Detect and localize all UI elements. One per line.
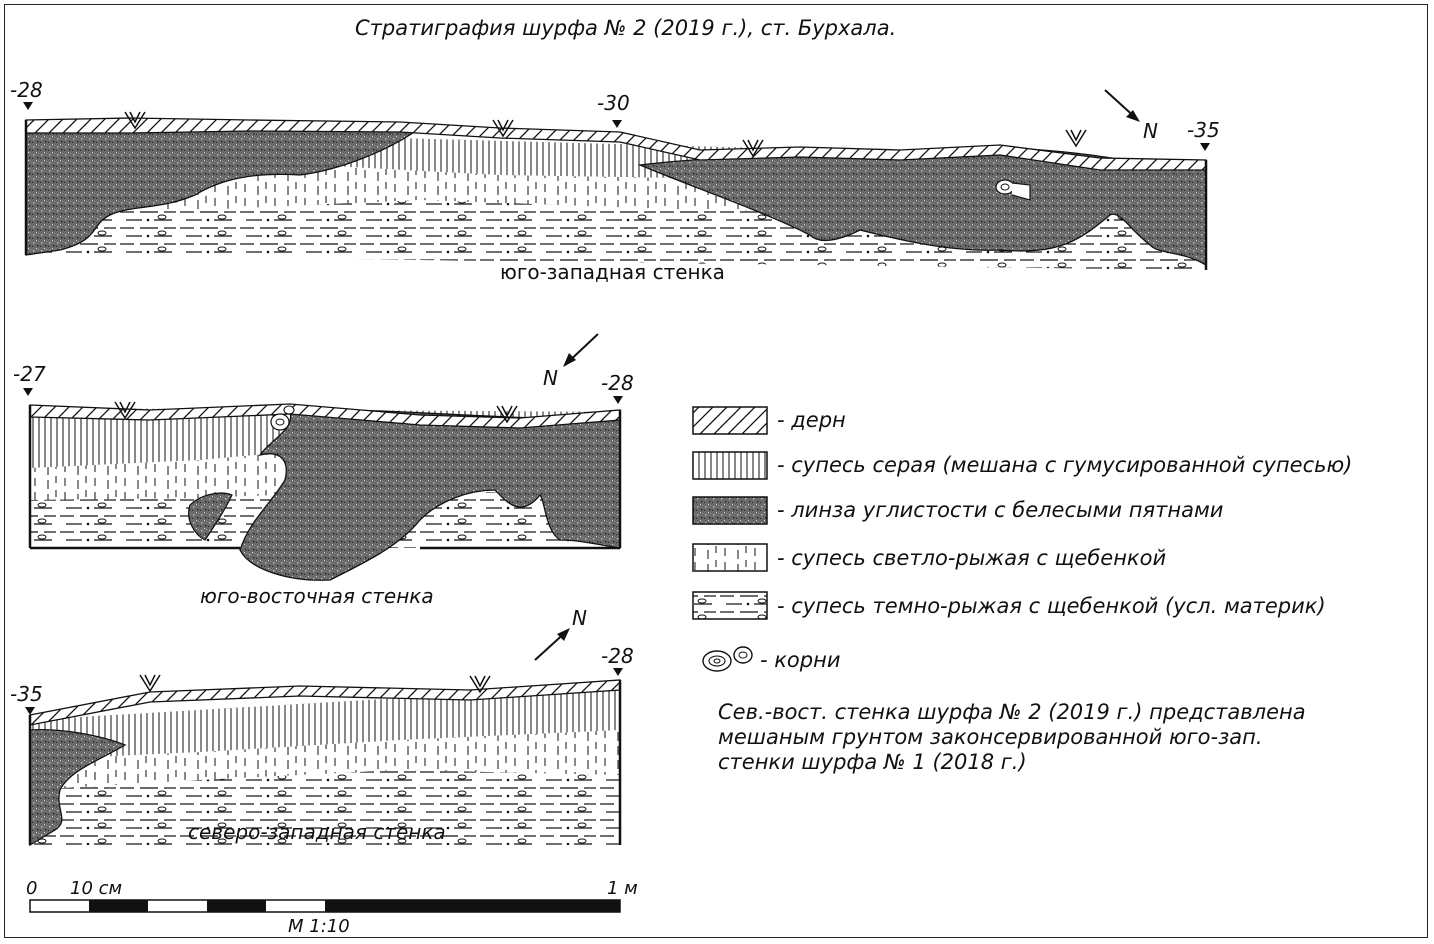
legend-grey-sandy: - супесь серая (мешана с гумусированной супесью) xyxy=(777,453,1353,477)
north-arrow-2 xyxy=(563,334,598,367)
note-line-2: мешаным грунтом законсервированной юго-зап. xyxy=(718,725,1263,749)
section-southwest-wall xyxy=(26,118,1206,270)
scale-ratio: М 1:10 xyxy=(288,916,350,937)
scale-one-m: 1 м xyxy=(607,878,638,899)
legend-charcoal-lens: - линза углистости с белесыми пятнами xyxy=(777,498,1224,522)
legend-swatches xyxy=(693,407,767,671)
north-arrow-3 xyxy=(535,628,570,660)
legend-light-sandy: - супесь светло-рыжая с щебенкой xyxy=(777,546,1167,570)
mark-section2-left: -27 xyxy=(13,362,46,386)
roots-icon xyxy=(703,647,752,671)
note-line-1: Сев.-вост. стенка шурфа № 2 (2019 г.) представлена xyxy=(718,700,1306,724)
section1-name: юго-западная стенка xyxy=(500,260,725,284)
scale-bar xyxy=(30,900,620,912)
mark-section3-left: -35 xyxy=(10,682,43,706)
section2-name: юго-восточная стенка xyxy=(200,584,434,608)
scale-zero: 0 xyxy=(26,878,38,899)
section-southeast-wall xyxy=(30,404,620,580)
mark-section1-right: -35 xyxy=(1187,118,1220,142)
figure-title: Стратиграфия шурфа № 2 (2019 г.), ст. Бурхала. xyxy=(355,16,897,40)
north-label-1: N xyxy=(1143,119,1158,143)
mark-section1-mid: -30 xyxy=(597,91,630,115)
scale-ten-cm: 10 см xyxy=(70,878,123,899)
legend-roots: - корни xyxy=(760,648,841,672)
legend-dark-sandy: - супесь темно-рыжая с щебенкой (усл. материк) xyxy=(777,594,1326,618)
mark-section2-right: -28 xyxy=(601,371,634,395)
legend-turf: - дерн xyxy=(777,408,846,432)
north-label-2: N xyxy=(543,366,558,390)
mark-section1-left: -28 xyxy=(10,78,43,102)
north-label-3: N xyxy=(572,606,587,630)
note-line-3: стенки шурфа № 1 (2018 г.) xyxy=(718,750,1027,774)
mark-section3-right: -28 xyxy=(601,644,634,668)
note-text xyxy=(718,700,1306,775)
section3-name: северо-западная стенка xyxy=(188,820,446,844)
north-arrow-1 xyxy=(1105,90,1140,122)
